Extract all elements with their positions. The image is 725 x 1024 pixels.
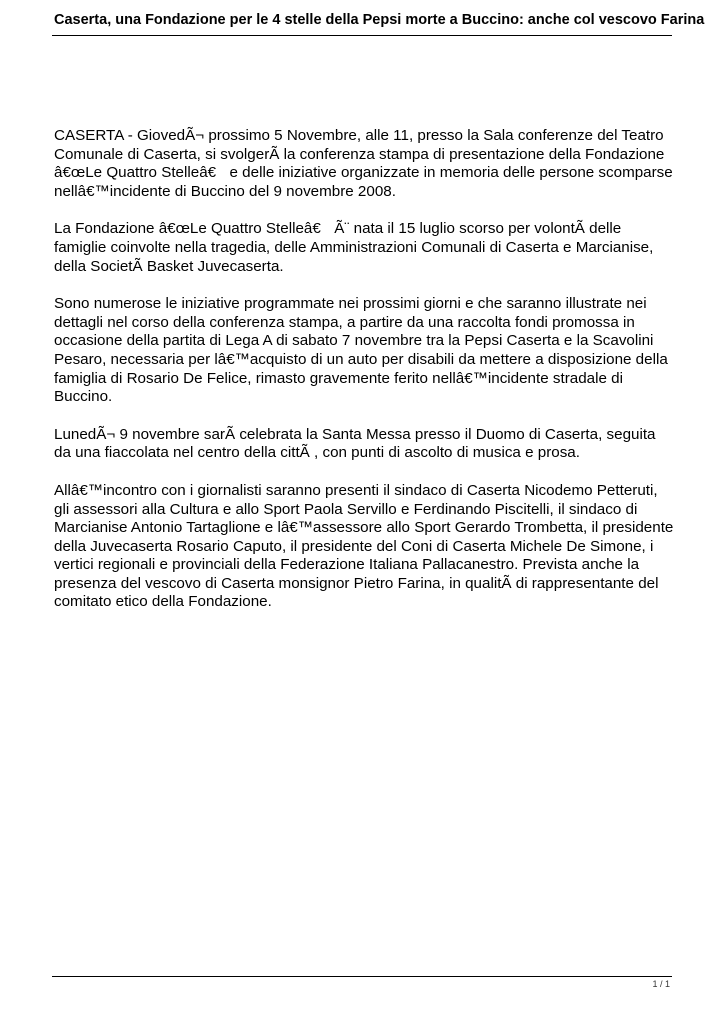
header-divider [52, 35, 672, 36]
article-paragraph: Sono numerose le iniziative programmate nei prossimi giorni e che saranno illustrate nei dettagli nel corso della conferenza stampa, a partire da una raccolta fondi promossa in occasione della partita di Lega A di sabato 7 novembre tra la Pepsi Caserta e la Scavolini Pesaro, necessaria per lâ€™acquisto di un auto per disabili da mettere a disposizione della famiglia di Rosario De Felice, rimasto gravemente ferito nellâ€™incidente stradale di Buccino. [54, 295, 668, 406]
article-paragraph: Allâ€™incontro con i giornalisti saranno presenti il sindaco di Caserta Nicodemo Petteruti, gli assessori alla Cultura e allo Sport Paola Servillo e Ferdinando Piscitelli, il sindaco di Marcianise Antonio Tartaglione e lâ€™assessore allo Sport Gerardo Trombetta, il presidente della Juvecaserta Rosario Caputo, il presidente del Coni di Caserta Michele De Simone, i vertici regionali e provinciali della Federazione Italiana Pallacanestro. Prevista anche la presenza del vescovo di Caserta monsignor Pietro Farina, in qualitÃ di rappresentante del comitato etico della Fondazione. [54, 481, 674, 611]
article-body [54, 127, 676, 631]
footer-divider [52, 976, 672, 977]
page-number: 1 / 1 [652, 979, 670, 989]
article-paragraph: La Fondazione â€œLe Quattro Stelleâ€ Ã¨ nata il 15 luglio scorso per volontÃ delle famiglie coinvolte nella tragedia, delle Amministrazioni Comunali di Caserta e Marcianise, della SocietÃ Basket Juvecaserta. [54, 220, 654, 275]
article-paragraph: CASERTA - GiovedÃ¬ prossimo 5 Novembre, alle 11, presso la Sala conferenze del Teatro Comunale di Caserta, si svolgerÃ la conferenza stampa di presentazione della Fondazione â€œLe Quattro Stelleâ€ e delle iniziative organizzate in memoria delle persone scomparse nellâ€™incidente di Buccino del 9 novembre 2008. [54, 127, 673, 200]
page-header-title: Caserta, una Fondazione per le 4 stelle della Pepsi morte a Buccino: anche col vescovo Farina [54, 12, 705, 28]
article-paragraph: LunedÃ¬ 9 novembre sarÃ celebrata la Santa Messa presso il Duomo di Caserta, seguita da una fiaccolata nel centro della cittÃ , con punti di ascolto di musica e prosa. [54, 425, 656, 462]
